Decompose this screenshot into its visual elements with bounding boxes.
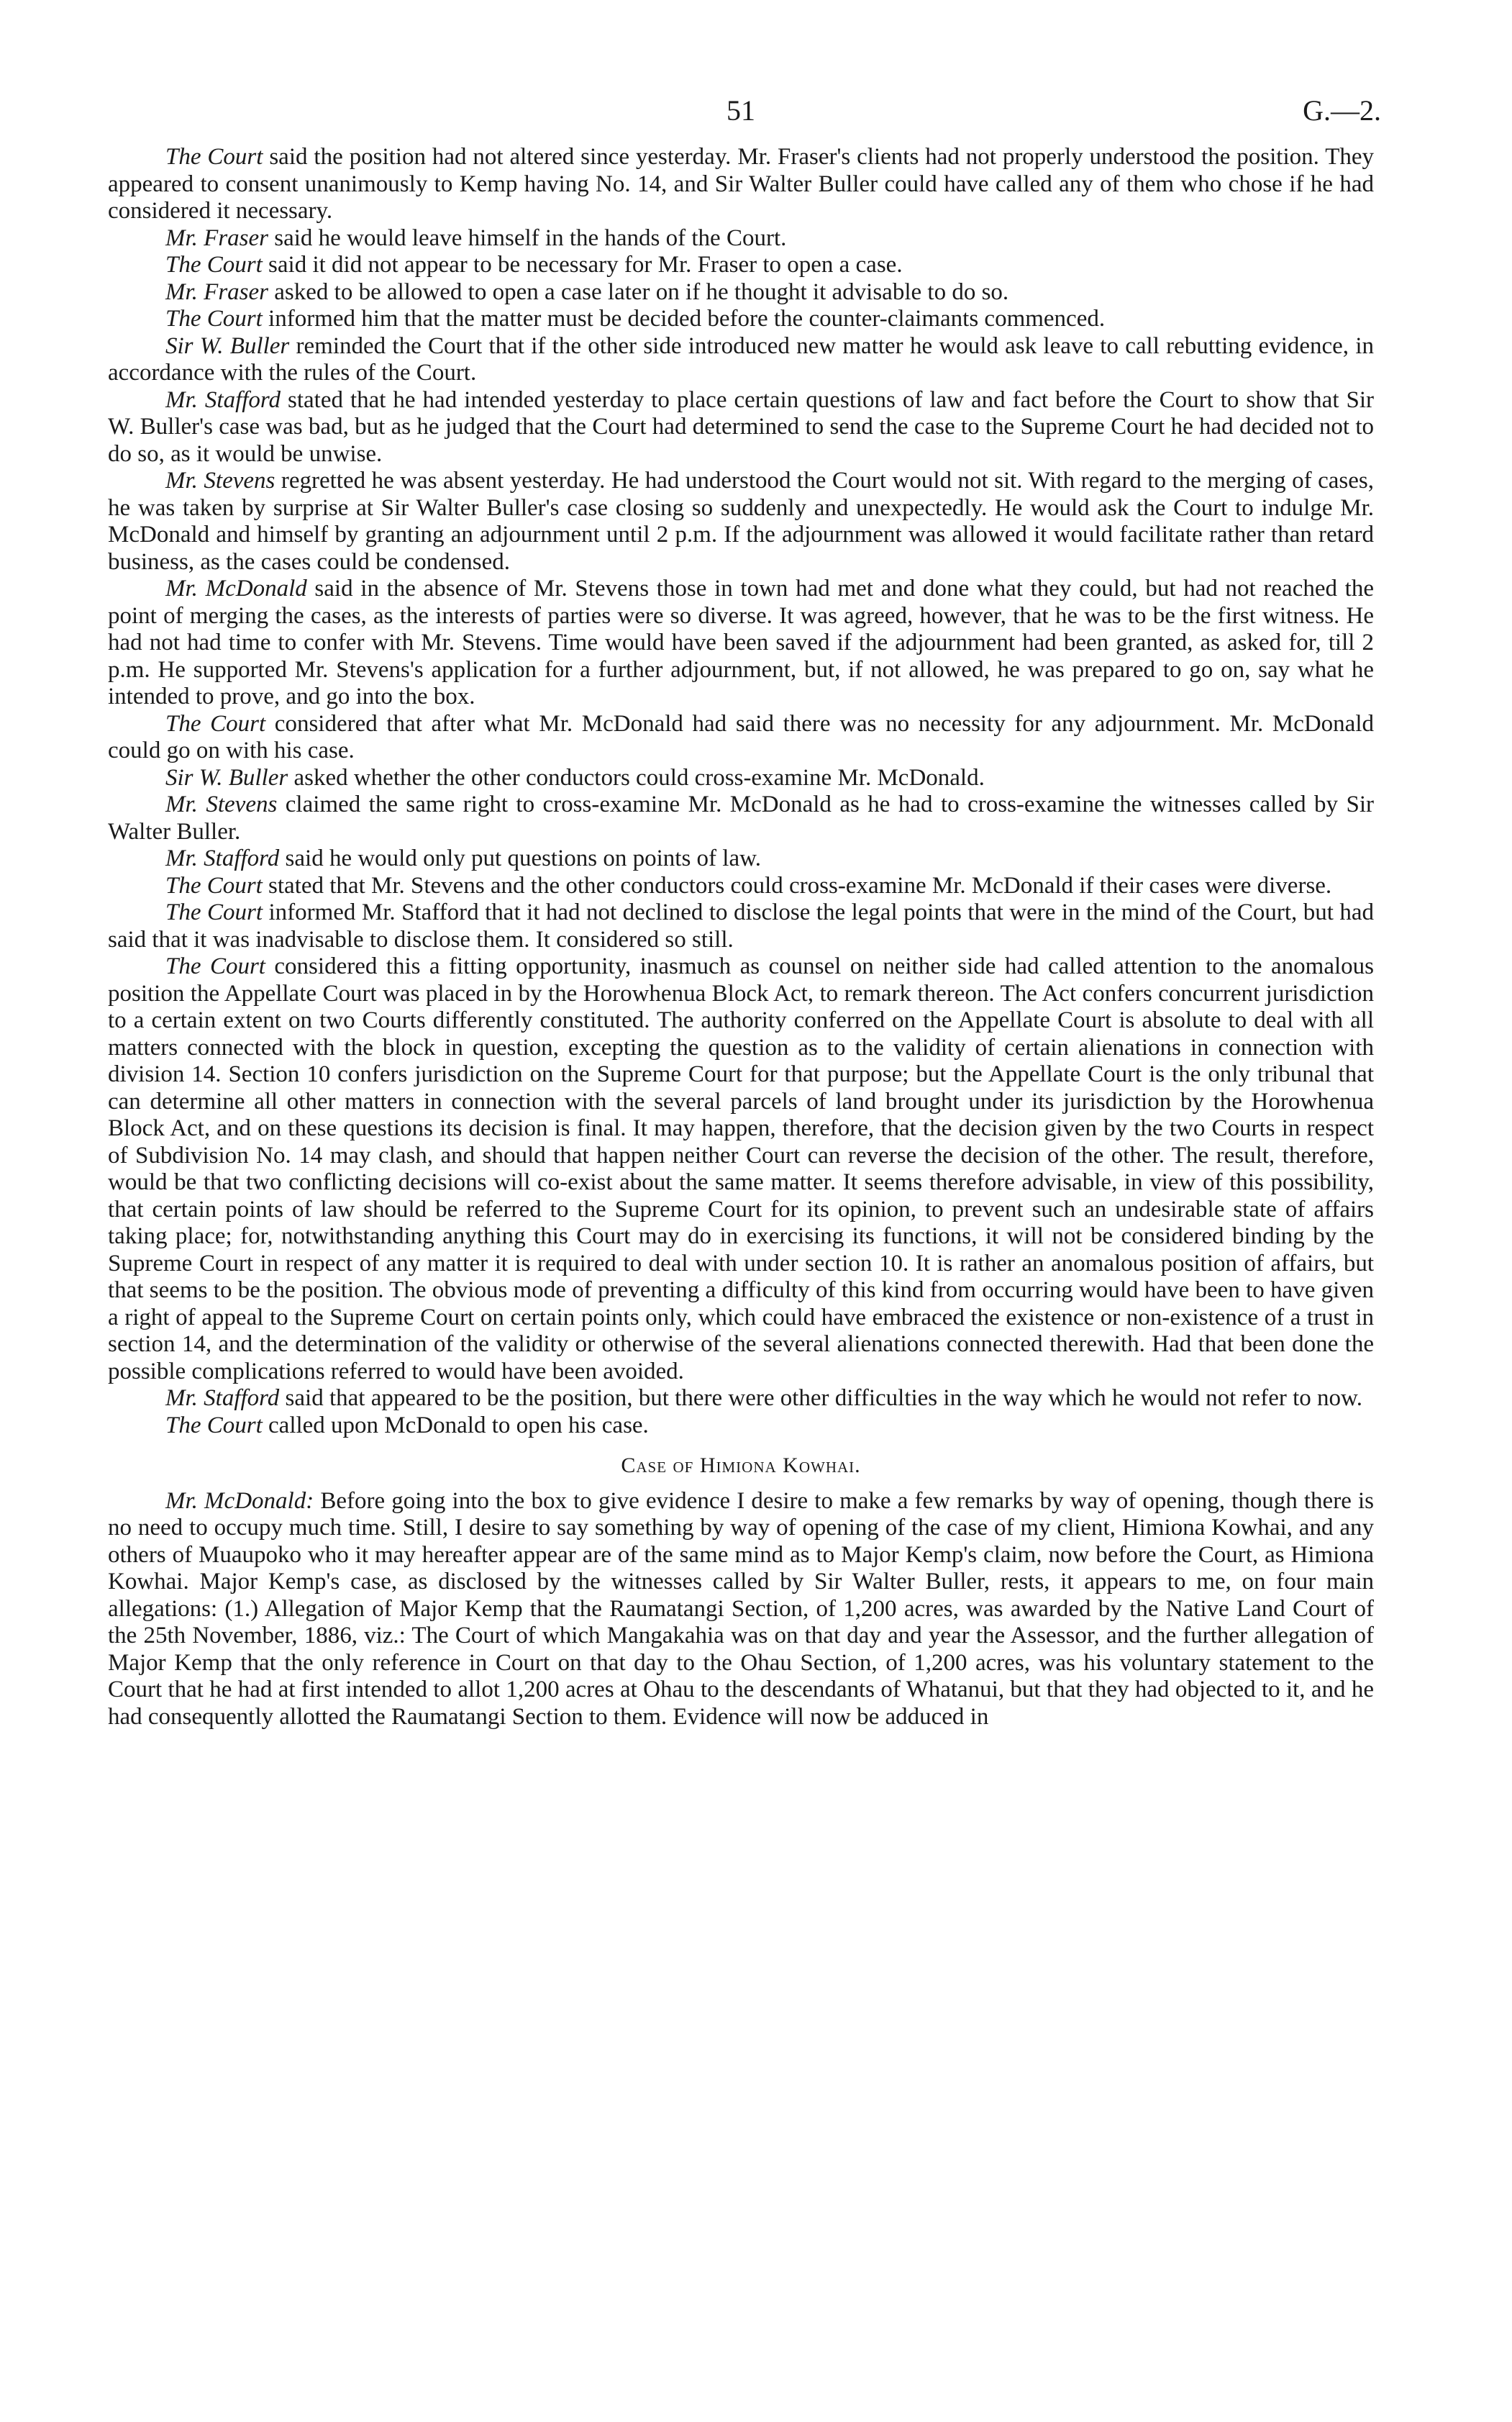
- paragraph-text: reminded the Court that if the other side introduced new matter he would ask leave to call rebutting evidence, in accordance with the rules of the Court.: [108, 332, 1374, 386]
- paragraph: [108, 1385, 1374, 1412]
- paragraph-text: said it did not appear to be necessary for Mr. Fraser to open a case.: [262, 252, 903, 278]
- speaker-name: Mr. Fraser: [165, 224, 269, 251]
- page-number: 51: [727, 94, 755, 127]
- paragraph: [108, 468, 1374, 576]
- document-reference: G.—2.: [1303, 94, 1381, 127]
- body-text: [108, 144, 1374, 1731]
- speaker-name: The Court: [165, 872, 263, 899]
- paragraph-text: stated that he had intended yesterday to place certain questions of law and fact before the Court to show that Sir W. Buller's case was bad, but as he judged that the Court had determined to send the case to the Supreme Court he had decided not to do so, as it would be unwise.: [108, 386, 1374, 467]
- speaker-name: The Court: [165, 252, 263, 278]
- paragraph-text: called upon McDonald to open his case.: [262, 1412, 649, 1438]
- speaker-name: Mr. Stafford: [165, 845, 280, 871]
- document-page: [108, 86, 1381, 1731]
- paragraph: [108, 1412, 1374, 1440]
- speaker-name: Mr. Stevens: [165, 468, 275, 494]
- paragraph: [108, 306, 1374, 333]
- paragraph-text: considered that after what Mr. McDonald had said there was no necessity for any adjournment. Mr. McDonald could go on with his case.: [108, 710, 1374, 763]
- speaker-name: The Court: [165, 953, 265, 979]
- paragraph-text: Before going into the box to give evidence I desire to make a few remarks by way of opening, though there is no need to occupy much time. Still, I desire to say something by way of opening of the case of my client, Himiona Kowhai, and any others of Muaupoko who it may hereafter appear are of the same mind as to Major Kemp's claim, now before the Court, as Himiona Kowhai. Major Kemp's case, as disclosed by the witnesses called by Sir Walter Buller, rests, it appears to me, on four main allegations: (1.) Allegation of Major Kemp that the Raumatangi Section, of 1,200 acres, was awarded by the Native Land Court of the 25th November, 1886, viz.: The Court of which Mangakahia was on that day and year the Assessor, and the further allegation of Major Kemp that the only reference in Court on that day to the Ohau Section, of 1,200 acres, was his voluntary statement to the Court that he had at first intended to allot 1,200 acres at Ohau to the descendants of Whatanui, but that they had objected to it, and he had consequently allotted the Raumatangi Section to them. Evidence will now be adduced in: [108, 1487, 1374, 1730]
- paragraph-text: said that appeared to be the position, but there were other difficulties in the way which he would not refer to now.: [279, 1385, 1362, 1411]
- paragraph: [108, 252, 1374, 279]
- paragraph-text: said the position had not altered since yesterday. Mr. Fraser's clients had not properly understood the position. They appeared to consent unanimously to Kemp having No. 14, and Sir Walter Buller could have called any of them who chose if he had considered it necessary.: [108, 144, 1374, 224]
- speaker-name: The Court: [165, 899, 263, 925]
- speaker-name: Mr. McDonald: [165, 576, 307, 602]
- paragraph: [108, 333, 1374, 387]
- paragraph-text: regretted he was absent yesterday. He had understood the Court would not sit. With regard to the merging of cases, he was taken by surprise at Sir Walter Buller's case closing so suddenly and unexpectedly. He would ask the Court to indulge Mr. McDonald and himself by granting an adjournment until 2 p.m. If the adjournment was allowed it would facilitate rather than retard business, as the cases could be condensed.: [108, 468, 1374, 575]
- speaker-name: Mr. Fraser: [165, 278, 269, 305]
- speaker-name: Mr. Stafford: [165, 1385, 280, 1411]
- paragraph-text: informed Mr. Stafford that it had not declined to disclose the legal points that were in the mind of the Court, but had said that it was inadvisable to disclose them. It considered so still.: [108, 899, 1374, 953]
- paragraphs-before-heading: [108, 144, 1374, 1439]
- section-heading: Case of Himiona Kowhai.: [621, 1453, 861, 1477]
- paragraph: [108, 873, 1374, 900]
- speaker-name: The Court: [165, 144, 263, 170]
- speaker-name: The Court: [165, 710, 266, 737]
- paragraph: [108, 144, 1374, 225]
- paragraph: [108, 953, 1374, 1385]
- paragraph: [108, 387, 1374, 468]
- paragraph-text: asked to be allowed to open a case later on if he thought it advisable to do so.: [268, 278, 1009, 305]
- paragraph: [108, 711, 1374, 765]
- paragraph-text: said in the absence of Mr. Stevens those in town had met and done what they could, but had not reached the point of merging the cases, as the interests of parties were so diverse. It was agreed, however, that he was to be the first witness. He had not had time to confer with Mr. Stevens. Time would have been saved if the adjournment had been granted, as asked for, till 2 p.m. He supported Mr. Stevens's application for a further adjournment, but, if not allowed, he was prepared to go on, say what he intended to prove, and go into the box.: [108, 576, 1374, 709]
- speaker-name: Sir W. Buller: [165, 332, 290, 359]
- paragraph-text: stated that Mr. Stevens and the other conductors could cross-examine Mr. McDonald if their cases were diverse.: [262, 872, 1332, 899]
- page-header: [108, 86, 1381, 144]
- speaker-name: Mr. Stafford: [165, 386, 281, 413]
- paragraph: [108, 845, 1374, 873]
- speaker-name: Sir W. Buller: [165, 764, 288, 791]
- speaker-name: Mr. McDonald:: [165, 1487, 314, 1514]
- paragraph: [108, 899, 1374, 953]
- paragraph-text: claimed the same right to cross-examine Mr. McDonald as he had to cross-examine the witnesses called by Sir Walter Buller.: [108, 792, 1374, 845]
- paragraph: [108, 225, 1374, 253]
- paragraph-text: asked whether the other conductors could cross-examine Mr. McDonald.: [288, 764, 985, 791]
- paragraph-text: said he would only put questions on points of law.: [279, 845, 762, 871]
- paragraph-text: considered this a fitting opportunity, inasmuch as counsel on neither side had called attention to the anomalous position the Appellate Court was placed in by the Horowhenua Block Act, to remark thereon. The Act confers concurrent jurisdiction to a certain extent on two Courts differently constituted. The authority conferred on the Appellate Court is absolute to deal with all matters connected with the block in question, excepting the question as to the validity of certain alienations in connection with division 14. Section 10 confers jurisdiction on the Supreme Court for that purpose; but the Appellate Court is the only tribunal that can determine all other matters in connection with the several parcels of land brought under its jurisdiction by the Horowhenua Block Act, and on these questions its decision is final. It may happen, therefore, that the decision given by the two Courts in respect of Subdivision No. 14 may clash, and should that happen neither Court can reverse the decision of the other. The result, therefore, would be that two conflicting decisions will co-exist about the same matter. It seems therefore advisable, in view of this possibility, that certain points of law should be referred to the Supreme Court for its opinion, to prevent such an undesirable state of affairs taking place; for, notwithstanding anything this Court may do in exercising its functions, it will not be considered binding by the Supreme Court in respect of any matter it is required to deal with under section 10. It is rather an anomalous position of affairs, but that seems to be the position. The obvious mode of preventing a difficulty of this kind from occurring would have been to have given a right of appeal to the Supreme Court on certain points only, which could have embraced the existence or non-existence of a trust in section 14, and the determination of the validity or otherwise of the several alienations connected therewith. Had that been done the possible complications referred to would have been avoided.: [108, 953, 1374, 1384]
- paragraph: [108, 279, 1374, 307]
- paragraphs-after-heading: [108, 1488, 1374, 1731]
- speaker-name: The Court: [165, 1412, 263, 1438]
- paragraph: [108, 765, 1374, 792]
- speaker-name: The Court: [165, 306, 263, 332]
- paragraph-text: said he would leave himself in the hands of the Court.: [268, 224, 787, 251]
- paragraph: [108, 1488, 1374, 1731]
- paragraph-text: informed him that the matter must be decided before the counter-claimants commenced.: [262, 306, 1106, 332]
- speaker-name: Mr. Stevens: [165, 792, 278, 817]
- paragraph: [108, 576, 1374, 711]
- paragraph: [108, 792, 1374, 845]
